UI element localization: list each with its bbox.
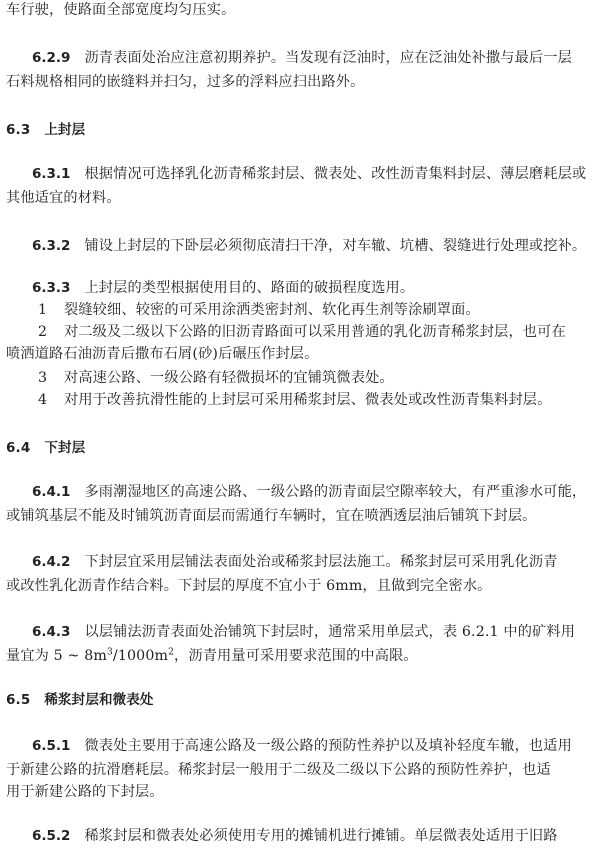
body-text: 铺设上封层的下卧层必须彻底清扫干净，对车辙、坑槽、裂缝进行处理或挖补。 bbox=[84, 238, 587, 254]
paragraph-continuation bbox=[6, 0, 606, 20]
section-heading-6-4 bbox=[6, 438, 606, 458]
body-text: ，沥青用量可采用要求范围的中高限。 bbox=[174, 648, 418, 664]
body-text: 其他适宜的材料。 bbox=[6, 190, 121, 206]
list-item-1 bbox=[38, 300, 606, 320]
body-text: 用于新建公路的下封层。 bbox=[6, 784, 164, 800]
clause-number: 6.4.2 bbox=[32, 554, 71, 570]
body-text: 下封层宜采用层铺法表面处治或稀浆封层法施工。稀浆封层可采用乳化沥青 bbox=[84, 554, 558, 570]
clause-6-4-1-continued bbox=[6, 506, 606, 526]
list-item-4 bbox=[38, 390, 606, 410]
body-text: 沥青表面处治应注意初期养护。当发现有泛油时，应在泛油处补撒与最后一层 bbox=[84, 50, 572, 66]
body-text: 微表处主要用于高速公路及一级公路的预防性养护以及填补轻度车辙，也适用 bbox=[84, 738, 572, 754]
clause-6-2-9 bbox=[32, 48, 606, 68]
section-title: 稀浆封层和微表处 bbox=[44, 692, 154, 708]
section-heading-6-5 bbox=[6, 690, 606, 710]
list-number: 3 bbox=[38, 370, 48, 386]
clause-number: 6.3.2 bbox=[32, 238, 71, 254]
section-number: 6.4 bbox=[6, 440, 31, 456]
body-text: 车行驶，使路面全部宽度均匀压实。 bbox=[6, 2, 236, 18]
body-text: 对用于改善抗滑性能的上封层可采用稀浆封层、微表处或改性沥青集料封层。 bbox=[64, 392, 552, 408]
body-text: 对二级及二级以下公路的旧沥青路面可以采用普通的乳化沥青稀浆封层，也可在 bbox=[64, 324, 566, 340]
clause-6-5-2 bbox=[32, 826, 606, 846]
body-text: 对高速公路、一级公路有轻微损坏的宜铺筑微表处。 bbox=[64, 370, 394, 386]
clause-number: 6.5.2 bbox=[32, 828, 71, 844]
clause-number: 6.2.9 bbox=[32, 50, 71, 66]
body-text: /1000m bbox=[112, 648, 169, 664]
body-text: 石料规格相同的嵌缝料并扫匀，过多的浮料应扫出路外。 bbox=[6, 74, 365, 90]
clause-6-4-3 bbox=[32, 622, 606, 642]
clause-number: 6.4.3 bbox=[32, 624, 71, 640]
clause-6-3-1 bbox=[32, 164, 606, 184]
body-text: 以层铺法沥青表面处治铺筑下封层时，通常采用单层式，表 6.2.1 中的矿料用 bbox=[84, 624, 576, 640]
list-number: 2 bbox=[38, 324, 48, 340]
clause-6-4-3-continued bbox=[6, 646, 606, 666]
body-text: 多雨潮湿地区的高速公路、一级公路的沥青面层空隙率较大，有严重渗水可能， bbox=[84, 484, 587, 500]
list-number: 1 bbox=[38, 302, 48, 318]
section-number: 6.5 bbox=[6, 692, 31, 708]
list-number: 4 bbox=[38, 392, 48, 408]
body-text: 于新建公路的抗滑磨耗层。稀浆封层一般用于二级及二级以下公路的预防性养护，也适 bbox=[6, 762, 551, 778]
superscript: 2 bbox=[168, 647, 175, 658]
body-text: 稀浆封层和微表处必须使用专用的摊铺机进行摊铺。单层微表处适用于旧路 bbox=[84, 828, 558, 844]
clause-6-4-2 bbox=[32, 552, 606, 572]
body-text: 或改性乳化沥青作结合料。下封层的厚度不宜小于 6mm，且做到完全密水。 bbox=[6, 578, 492, 594]
body-text: 根据情况可选择乳化沥青稀浆封层、微表处、改性沥青集料封层、薄层磨耗层或 bbox=[84, 166, 587, 182]
body-text: 量宜为 5 ~ 8m bbox=[6, 648, 107, 664]
clause-6-4-2-continued bbox=[6, 576, 606, 596]
list-item-2 bbox=[38, 322, 606, 342]
section-title: 上封层 bbox=[44, 122, 86, 138]
list-item-3 bbox=[38, 368, 606, 388]
body-text: 喷洒道路石油沥青后撒布石屑(砂)后碾压作封层。 bbox=[6, 346, 319, 362]
superscript: 3 bbox=[107, 647, 113, 658]
body-text: 裂缝较细、较密的可采用涂洒类密封剂、软化再生剂等涂刷罩面。 bbox=[64, 302, 480, 318]
clause-6-5-1 bbox=[32, 736, 606, 756]
clause-6-5-1-continued bbox=[6, 760, 606, 780]
section-number: 6.3 bbox=[6, 122, 31, 138]
clause-6-2-9-continued bbox=[6, 72, 606, 92]
clause-number: 6.5.1 bbox=[32, 738, 71, 754]
clause-6-5-1-continued-2 bbox=[6, 782, 606, 802]
clause-6-3-1-continued bbox=[6, 188, 606, 208]
clause-6-4-1 bbox=[32, 482, 606, 502]
clause-number: 6.4.1 bbox=[32, 484, 71, 500]
body-text: 上封层的类型根据使用目的、路面的破损程度选用。 bbox=[84, 280, 415, 296]
clause-6-3-2 bbox=[32, 236, 606, 256]
clause-6-3-3 bbox=[32, 278, 606, 298]
clause-number: 6.3.1 bbox=[32, 166, 71, 182]
section-title: 下封层 bbox=[44, 440, 86, 456]
section-heading-6-3 bbox=[6, 120, 606, 140]
list-item-2-continued bbox=[6, 344, 606, 364]
body-text: 或铺筑基层不能及时铺筑沥青面层而需通行车辆时，宜在喷洒透层油后铺筑下封层。 bbox=[6, 508, 537, 524]
clause-number: 6.3.3 bbox=[32, 280, 71, 296]
